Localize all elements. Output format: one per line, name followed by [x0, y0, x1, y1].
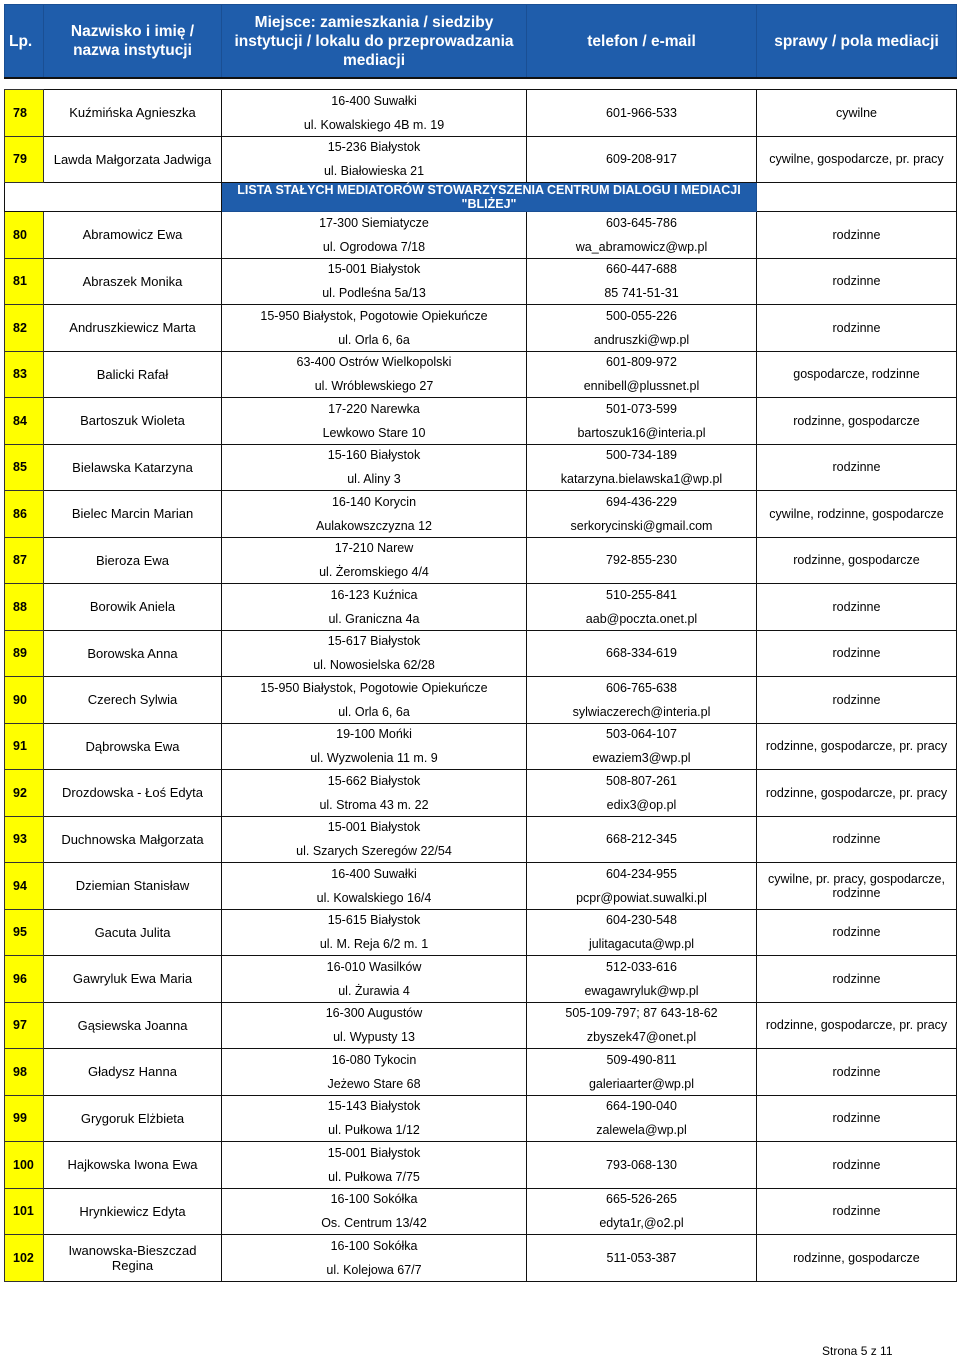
mediation-areas: rodzinne, gospodarcze, pr. pracy	[757, 1002, 957, 1049]
contact-line2: andruszki@wp.pl	[593, 332, 690, 347]
contact-cell	[527, 630, 757, 677]
contact-line1: 660-447-688	[606, 262, 677, 277]
row-number: 97	[5, 1002, 44, 1049]
contact-line2: zalewela@wp.pl	[596, 1123, 687, 1138]
address-line2: ul. Nowosielska 62/28	[313, 658, 435, 673]
address-cell	[222, 444, 527, 491]
mediator-name: Gacuta Julita	[44, 909, 222, 956]
mediator-name: Bieroza Ewa	[44, 537, 222, 584]
contact-line2: sylwiaczerech@interia.pl	[572, 704, 711, 719]
address-line2: ul. Szarych Szeregów 22/54	[296, 844, 452, 859]
contact-line1: 512-033-616	[606, 959, 677, 974]
mediation-areas: rodzinne	[757, 305, 957, 352]
contact-cell	[527, 537, 757, 584]
row-number: 84	[5, 398, 44, 445]
mediator-name: Iwanowska-Bieszczad Regina	[44, 1235, 222, 1282]
contact-line2: zbyszek47@onet.pl	[586, 1030, 697, 1045]
row-number: 93	[5, 816, 44, 863]
mediators-sheet	[4, 4, 956, 1282]
mediator-name: Grygoruk Elżbieta	[44, 1095, 222, 1142]
header-phone: telefon / e-mail	[527, 5, 757, 79]
mediation-areas: rodzinne	[757, 258, 957, 305]
address-line2: Os. Centrum 13/42	[321, 1216, 427, 1231]
contact-line2: pcpr@powiat.suwalki.pl	[576, 890, 707, 905]
table-row	[5, 212, 957, 259]
table-row	[5, 956, 957, 1003]
mediator-name: Kuźmińska Agnieszka	[44, 90, 222, 137]
mediation-areas: rodzinne, gospodarcze, pr. pracy	[757, 723, 957, 770]
header-areas: sprawy / pola mediacji	[757, 5, 957, 79]
row-number: 101	[5, 1188, 44, 1235]
contact-line1: 665-526-265	[606, 1192, 677, 1207]
contact-cell	[527, 584, 757, 631]
address-line1: 16-010 Wasilków	[326, 959, 422, 974]
address-cell	[222, 537, 527, 584]
contact-line1: 664-190-040	[606, 1099, 677, 1114]
contact-cell	[527, 1188, 757, 1235]
mediation-areas: rodzinne	[757, 1049, 957, 1096]
mediation-areas: cywilne, rodzinne, gospodarcze	[757, 491, 957, 538]
address-line2: ul. Żeromskiego 4/4	[319, 565, 429, 580]
table-row	[5, 863, 957, 910]
contact-line1: 603-645-786	[606, 215, 677, 230]
contact-phone: 609-208-917	[606, 152, 677, 167]
address-line1: 16-100 Sokółka	[330, 1238, 418, 1253]
mediation-areas: gospodarcze, rodzinne	[757, 351, 957, 398]
contact-cell	[527, 863, 757, 910]
row-number: 91	[5, 723, 44, 770]
address-line1: 16-100 Sokółka	[330, 1192, 418, 1207]
table-row	[5, 1188, 957, 1235]
table-row	[5, 90, 957, 137]
row-number: 83	[5, 351, 44, 398]
contact-cell	[527, 444, 757, 491]
mediator-name: Dąbrowska Ewa	[44, 723, 222, 770]
header-name: Nazwisko i imię / nazwa instytucji	[44, 5, 222, 79]
mediator-name: Drozdowska - Łoś Edyta	[44, 770, 222, 817]
mediator-name: Balicki Rafał	[44, 351, 222, 398]
row-number: 102	[5, 1235, 44, 1282]
address-cell	[222, 1095, 527, 1142]
table-row	[5, 816, 957, 863]
mediation-areas: rodzinne	[757, 444, 957, 491]
contact-line1: 694-436-229	[606, 494, 677, 509]
row-number: 88	[5, 584, 44, 631]
contact-line2: ewaziem3@wp.pl	[592, 751, 691, 766]
contact-line2: julitagacuta@wp.pl	[588, 937, 695, 952]
address-line2: Jeżewo Stare 68	[327, 1076, 421, 1091]
mediator-name: Bartoszuk Wioleta	[44, 398, 222, 445]
association-banner: LISTA STAŁYCH MEDIATORÓW STOWARZYSZENIA CENTRUM DIALOGU I MEDIACJI "BLIŻEJ"	[222, 183, 757, 212]
address-cell	[222, 90, 527, 137]
mediation-areas: cywilne, pr. pracy, gospodarcze, rodzinne	[757, 863, 957, 910]
address-line1: 17-300 Siemiatycze	[319, 215, 429, 230]
address-line1: 16-140 Korycin	[331, 494, 417, 509]
contact-line1: 505-109-797; 87 643-18-62	[565, 1006, 718, 1021]
address-cell	[222, 1049, 527, 1096]
mediator-name: Andruszkiewicz Marta	[44, 305, 222, 352]
contact-cell	[527, 491, 757, 538]
mediation-areas: rodzinne	[757, 1188, 957, 1235]
contact-line1: 601-809-972	[606, 355, 677, 370]
contact-line1: 501-073-599	[606, 401, 677, 416]
mediator-name: Lawda Małgorzata Jadwiga	[44, 136, 222, 183]
address-cell	[222, 1002, 527, 1049]
address-cell	[222, 136, 527, 183]
address-cell	[222, 305, 527, 352]
row-number: 82	[5, 305, 44, 352]
mediator-name: Borowik Aniela	[44, 584, 222, 631]
contact-cell	[527, 1049, 757, 1096]
mediation-areas: rodzinne	[757, 677, 957, 724]
row-number: 81	[5, 258, 44, 305]
row-number: 78	[5, 90, 44, 137]
address-line1: 19-100 Mońki	[336, 727, 412, 742]
contact-cell	[527, 90, 757, 137]
mediator-name: Bielawska Katarzyna	[44, 444, 222, 491]
address-cell	[222, 909, 527, 956]
mediation-areas: rodzinne, gospodarcze, pr. pracy	[757, 770, 957, 817]
row-number: 87	[5, 537, 44, 584]
row-number: 94	[5, 863, 44, 910]
mediator-name: Bielec Marcin Marian	[44, 491, 222, 538]
table-row	[5, 398, 957, 445]
address-line1: 15-001 Białystok	[327, 262, 421, 277]
address-line2: ul. Wyzwolenia 11 m. 9	[310, 751, 438, 766]
contact-phone: 668-212-345	[606, 832, 677, 847]
row-number: 95	[5, 909, 44, 956]
address-cell	[222, 630, 527, 677]
address-cell	[222, 351, 527, 398]
address-line1: 15-950 Białystok, Pogotowie Opiekuńcze	[260, 308, 488, 323]
mediation-areas: rodzinne	[757, 909, 957, 956]
table-row	[5, 1049, 957, 1096]
contact-cell	[527, 305, 757, 352]
address-line1: 15-236 Białystok	[327, 140, 421, 155]
mediator-name: Gawryluk Ewa Maria	[44, 956, 222, 1003]
contact-cell	[527, 1142, 757, 1189]
contact-cell	[527, 212, 757, 259]
contact-line1: 604-230-548	[606, 913, 677, 928]
table-row	[5, 723, 957, 770]
address-line2: ul. Aliny 3	[347, 472, 401, 487]
contact-line1: 606-765-638	[606, 680, 677, 695]
address-line1: 16-400 Suwałki	[331, 93, 417, 108]
address-line1: 17-210 Narew	[334, 541, 414, 556]
contact-line2: ennibell@plussnet.pl	[583, 379, 700, 394]
address-line1: 16-123 Kuźnica	[330, 587, 418, 602]
address-line2: ul. Orla 6, 6a	[338, 704, 410, 719]
address-cell	[222, 1142, 527, 1189]
address-line2: ul. Ogrodowa 7/18	[322, 239, 426, 254]
mediator-name: Hrynkiewicz Edyta	[44, 1188, 222, 1235]
mediation-areas: cywilne, gospodarcze, pr. pracy	[757, 136, 957, 183]
header-lp: Lp.	[5, 5, 44, 79]
address-line1: 16-300 Augustów	[325, 1006, 423, 1021]
address-cell	[222, 212, 527, 259]
table-row	[5, 1095, 957, 1142]
contact-line2: edyta1r,@o2.pl	[599, 1216, 684, 1231]
address-cell	[222, 584, 527, 631]
address-line1: 15-160 Białystok	[327, 448, 421, 463]
address-cell	[222, 863, 527, 910]
mediation-areas: rodzinne	[757, 1142, 957, 1189]
table-row	[5, 537, 957, 584]
address-line1: 17-220 Narewka	[328, 401, 420, 416]
contact-cell	[527, 1002, 757, 1049]
mediator-name: Hajkowska Iwona Ewa	[44, 1142, 222, 1189]
contact-cell	[527, 398, 757, 445]
contact-line1: 500-734-189	[606, 448, 677, 463]
contact-cell	[527, 723, 757, 770]
mediator-name: Abramowicz Ewa	[44, 212, 222, 259]
address-line2: ul. Stroma 43 m. 22	[319, 797, 429, 812]
address-cell	[222, 723, 527, 770]
mediation-areas: rodzinne	[757, 584, 957, 631]
address-line1: 15-617 Białystok	[327, 634, 421, 649]
contact-line1: 510-255-841	[606, 587, 677, 602]
contact-phone: 668-334-619	[606, 646, 677, 661]
mediation-areas: rodzinne, gospodarcze	[757, 1235, 957, 1282]
table-row	[5, 1002, 957, 1049]
contact-line2: serkorycinski@gmail.com	[570, 518, 713, 533]
address-line2: ul. Podleśna 5a/13	[322, 286, 426, 301]
contact-cell	[527, 909, 757, 956]
table-row	[5, 1142, 957, 1189]
address-line2: ul. Białowieska 21	[323, 164, 425, 179]
row-number: 86	[5, 491, 44, 538]
mediator-name: Gładysz Hanna	[44, 1049, 222, 1096]
address-line2: ul. Wypusty 13	[333, 1030, 415, 1045]
contact-cell	[527, 816, 757, 863]
mediation-areas: rodzinne	[757, 212, 957, 259]
mediation-areas: rodzinne, gospodarcze	[757, 537, 957, 584]
mediator-name: Dziemian Stanisław	[44, 863, 222, 910]
address-cell	[222, 816, 527, 863]
mediators-table	[4, 4, 957, 1282]
table-row	[5, 677, 957, 724]
address-line2: Lewkowo Stare 10	[322, 425, 426, 440]
table-row	[5, 584, 957, 631]
table-row	[5, 258, 957, 305]
association-banner-row	[5, 183, 957, 212]
contact-phone: 793-068-130	[606, 1157, 677, 1172]
mediation-areas: rodzinne, gospodarcze	[757, 398, 957, 445]
contact-cell	[527, 351, 757, 398]
contact-line2: wa_abramowicz@wp.pl	[575, 239, 708, 254]
address-line1: 63-400 Ostrów Wielkopolski	[296, 355, 452, 370]
contact-cell	[527, 956, 757, 1003]
table-row	[5, 630, 957, 677]
address-line1: 16-080 Tykocin	[331, 1052, 417, 1067]
address-cell	[222, 1235, 527, 1282]
address-cell	[222, 398, 527, 445]
table-row	[5, 1235, 957, 1282]
contact-phone: 792-855-230	[606, 553, 677, 568]
contact-line2: 85 741-51-31	[604, 286, 679, 301]
contact-line2: ewagawryluk@wp.pl	[584, 983, 699, 998]
table-row	[5, 770, 957, 817]
contact-cell	[527, 1095, 757, 1142]
contact-line2: aab@poczta.onet.pl	[585, 611, 698, 626]
mediator-name: Abraszek Monika	[44, 258, 222, 305]
contact-line1: 500-055-226	[606, 308, 677, 323]
table-header-row	[5, 5, 957, 79]
address-line2: ul. Pułkowa 1/12	[328, 1123, 420, 1138]
mediation-areas: cywilne	[757, 90, 957, 137]
table-row	[5, 491, 957, 538]
address-line1: 15-615 Białystok	[327, 913, 421, 928]
contact-line1: 508-807-261	[606, 773, 677, 788]
contact-line2: edix3@op.pl	[606, 797, 677, 812]
row-number: 100	[5, 1142, 44, 1189]
row-number: 85	[5, 444, 44, 491]
mediator-name: Gąsiewska Joanna	[44, 1002, 222, 1049]
address-line2: Aulakowszczyzna 12	[315, 518, 433, 533]
address-cell	[222, 491, 527, 538]
row-number: 96	[5, 956, 44, 1003]
contact-phone: 511-053-387	[606, 1250, 677, 1265]
contact-cell	[527, 770, 757, 817]
table-row	[5, 136, 957, 183]
mediation-areas: rodzinne	[757, 816, 957, 863]
contact-cell	[527, 1235, 757, 1282]
mediation-areas: rodzinne	[757, 1095, 957, 1142]
contact-cell	[527, 258, 757, 305]
address-line1: 15-662 Białystok	[327, 773, 421, 788]
contact-cell	[527, 136, 757, 183]
address-cell	[222, 258, 527, 305]
address-cell	[222, 677, 527, 724]
address-line2: ul. M. Reja 6/2 m. 1	[319, 937, 429, 952]
address-line1: 15-001 Białystok	[327, 820, 421, 835]
row-number: 99	[5, 1095, 44, 1142]
address-line2: ul. Wróblewskiego 27	[314, 379, 434, 394]
contact-phone: 601-966-533	[606, 105, 677, 120]
contact-line2: bartoszuk16@interia.pl	[577, 425, 706, 440]
header-address: Miejsce: zamieszkania / siedziby instytucji / lokalu do przeprowadzania mediacji	[222, 5, 527, 79]
row-number: 98	[5, 1049, 44, 1096]
table-body	[5, 90, 957, 1282]
table-row	[5, 909, 957, 956]
row-number: 89	[5, 630, 44, 677]
address-line2: ul. Kowalskiego 16/4	[316, 890, 432, 905]
mediator-name: Czerech Sylwia	[44, 677, 222, 724]
contact-line2: katarzyna.bielawska1@wp.pl	[560, 472, 723, 487]
mediation-areas: rodzinne	[757, 956, 957, 1003]
address-cell	[222, 956, 527, 1003]
row-number: 92	[5, 770, 44, 817]
page-number: Strona 5 z 11	[822, 1344, 893, 1358]
row-number: 79	[5, 136, 44, 183]
table-row	[5, 305, 957, 352]
address-line2: ul. Kolejowa 67/7	[326, 1262, 422, 1277]
address-line2: ul. Orla 6, 6a	[338, 332, 410, 347]
row-number: 80	[5, 212, 44, 259]
address-line1: 15-001 Białystok	[327, 1145, 421, 1160]
address-line2: ul. Kowalskiego 4B m. 19	[303, 117, 445, 132]
address-cell	[222, 1188, 527, 1235]
address-line2: ul. Pułkowa 7/75	[328, 1169, 420, 1184]
address-line1: 16-400 Suwałki	[331, 866, 417, 881]
mediator-name: Duchnowska Małgorzata	[44, 816, 222, 863]
address-line2: ul. Żurawia 4	[338, 983, 410, 998]
contact-line1: 503-064-107	[606, 727, 677, 742]
row-number: 90	[5, 677, 44, 724]
address-line1: 15-950 Białystok, Pogotowie Opiekuńcze	[260, 680, 488, 695]
table-row	[5, 351, 957, 398]
address-cell	[222, 770, 527, 817]
mediation-areas: rodzinne	[757, 630, 957, 677]
mediator-name: Borowska Anna	[44, 630, 222, 677]
contact-line2: galeriaarter@wp.pl	[588, 1076, 695, 1091]
contact-cell	[527, 677, 757, 724]
address-line1: 15-143 Białystok	[327, 1099, 421, 1114]
contact-line1: 604-234-955	[606, 866, 677, 881]
contact-line1: 509-490-811	[606, 1052, 677, 1067]
address-line2: ul. Graniczna 4a	[328, 611, 420, 626]
table-row	[5, 444, 957, 491]
